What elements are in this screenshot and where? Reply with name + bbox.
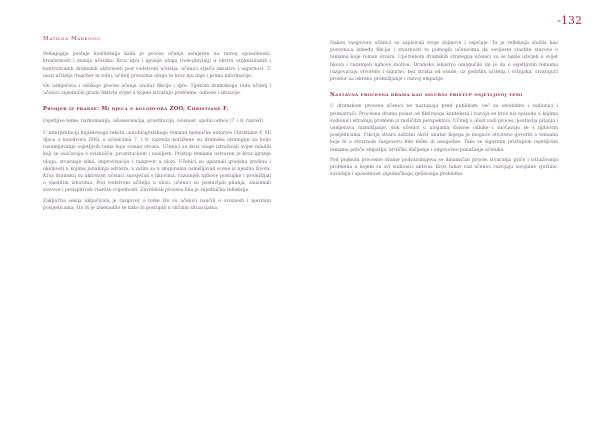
body-paragraph: Zaključna sesija uključivala je razgovor o tome što su učenici naučili o ovisnosti i njezinim posljedicama, što ih je iznenadilo te kako bi postupili u sličnim situacijama. [43, 198, 271, 211]
body-paragraph: Pod pojmom procesne drame podrazumijeva se dinamičan proces stvaranja priče i istraživanja problema u kojem su svi sudionici aktivni. Kroz takav rad učenici razvijaju socijalne vještine, suradnju i sposobnost zajedničkoga rješavanja problema. [330, 157, 558, 178]
body-paragraph: On usmjerava i oblikuje proces učenja unutar fikcije i igre. Tijekom dramskoga rada učitelj i učenici zajednički grade fiktivni svijet u kojem istražuju probleme, odnose i situacije. [43, 84, 271, 97]
section-heading: Primjer iz prakse: Mi djeca s kolodvora ZOO, Christiane F. [43, 106, 229, 113]
body-paragraph: Pedagogija postaje kvalitetnija kada je proces učenja usmjeren na razvoj sposobnosti, kreativnosti i znanja učenika. Kroz igru i igranje uloga (role-playing) u okviru organiziranih i kontroliranih dramskih aktivnosti pod vodstvom učitelja, učenici stječu iskustvo i sigurnost. U ulozi učitelja (teacher in role), učitelj preuzima ulogu te kroz nju daje i prima informacije. [43, 52, 271, 79]
section-heading: Nastavna procesna drama kao sigurni pristup osjetljivoj temi [330, 92, 523, 99]
page-number: -132 [557, 14, 582, 27]
keywords-line: Osjetljive teme: narkomanija, adolescencija, prostitucija, ovisnost, spolni odnos (7. i 8. razred) [43, 118, 263, 124]
right-column [330, 40, 558, 181]
author-name: Matilda Marković [43, 36, 102, 42]
body-paragraph: U dramskom procesu učenici ne nastupaju pred publikom, već su istodobno i sudionici i promatrači. Procesna drama polazi od fiktivnoga konteksta i razvija se kroz niz epizoda u kojima sudionici istražuju problem iz različitih perspektiva. Učitelj u ulozi vodi proces, postavlja pitanja i usmjerava razmišljanje, dok učenici u ulogama donose odluke i suočavaju se s njihovim posljedicama. Fikcija stvara zaštitni okvir unutar kojega je moguće otvoreno govoriti o temama koje bi u stvarnom razgovoru bile teške ili neugodne. Tako se sigurnim pristupom osjetljivim temama potiče empatija, kritičko mišljenje i odgovorno ponašanje učenika. [330, 104, 558, 153]
body-paragraph: Nakon razgovora učenici su zapisivali svoje dojmove i osjećaje. Ta je refleksija služila kao poveznica između fikcije i stvarnosti te pomogla učenicima da osvijeste vlastite stavove o temama koje roman otvara. Upotrebom dramskih strategija učenici su se lakše uživjeli u svijet likova i razumjeli njihove motive. Dramsko iskustvo omogućilo im je da o osjetljivim temama razgovaraju otvoreno i sigurno, bez straha od osude, uz podršku učitelja i vršnjaka, stvarajući prostor za iskreno promišljanje i razvoj empatije. [330, 41, 558, 83]
body-paragraph: U interpretaciji književnoga teksta, autobiografskoga romana njemačke autorice Christiane F. Mi djeca s kolodvora ZOO, s učenicima 7. i 8. razreda korištene su dramske strategije za bolje razumijevanje osjetljivih tema koje roman otvara. Učenici su kroz uloge istraživali svijet mladih koji se suočavaju s ovisnošću, prostitucijom i nasiljem. Pristup temama ostvaren je kroz igranje uloga, stvaranje slika, improvizaciju i razgovor u ulozi. Učenici su upoznali gradsku sredinu i okolnosti u kojima junakinja odrasta, a zatim su u skupinama osmišljavali scene iz njezina života. Kroz dramsku su aktivnost učenici suosjećali s likovima, razumjeli njihove postupke i promišljali o vlastitim izborima. Pod vodstvom učitelja u ulozi, učenici su postavljali pitanja, zauzimali stavove i preispitivali vlastite vrijednosti. Završetak procesa bila je zajednička refleksija. [43, 130, 271, 194]
left-column [43, 36, 271, 215]
